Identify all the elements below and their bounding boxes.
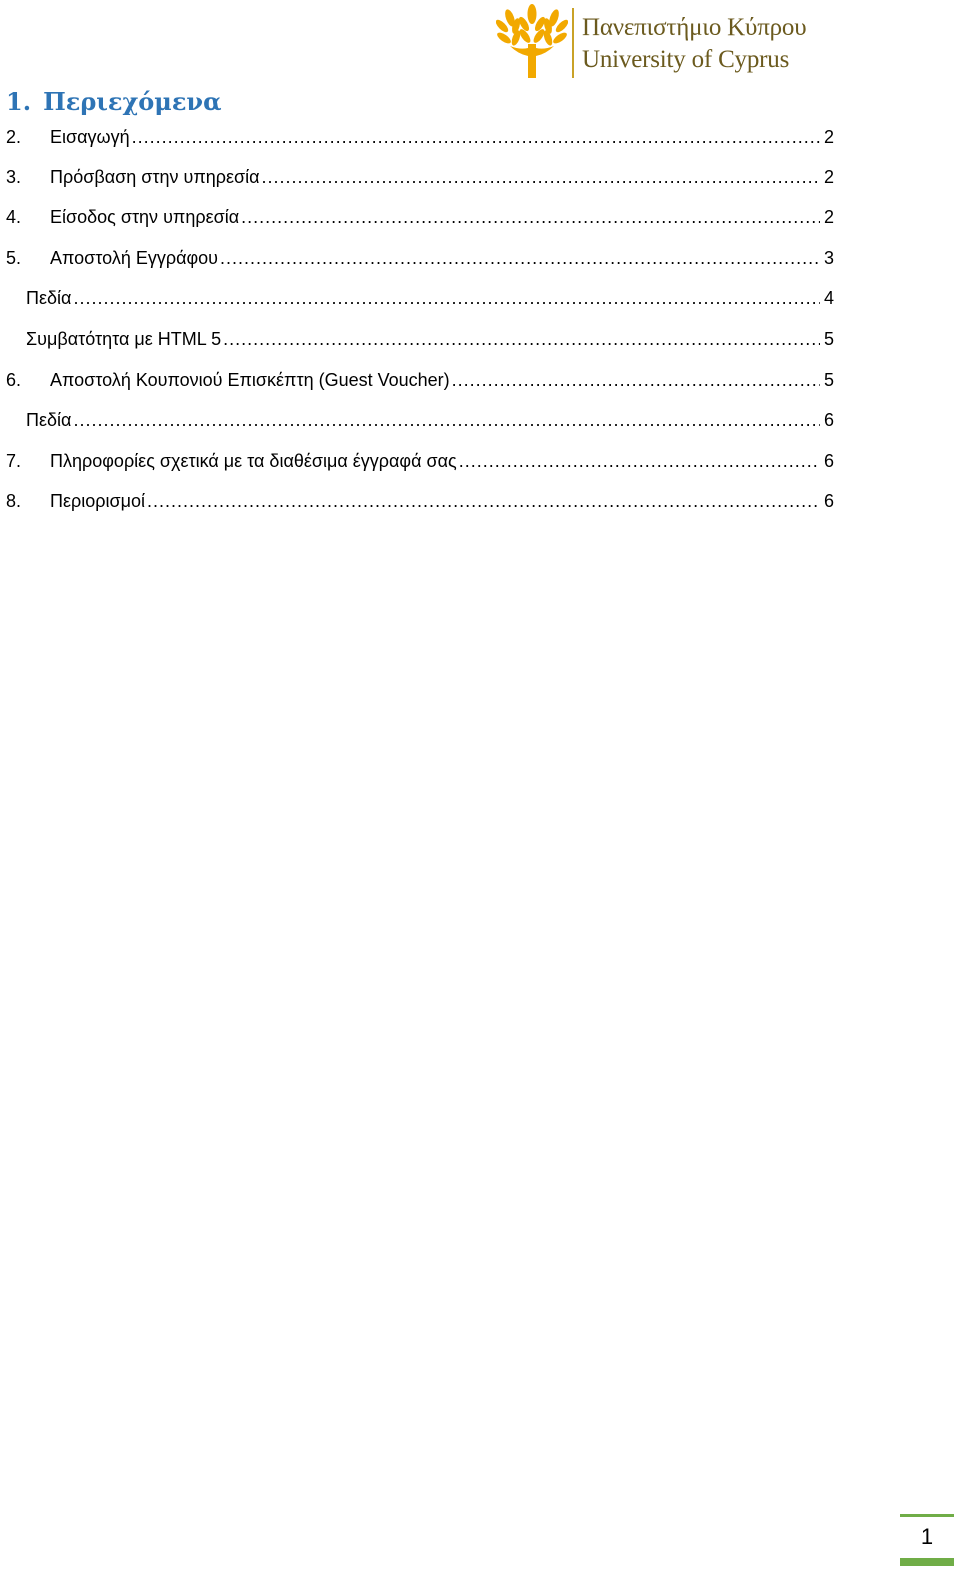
toc-leader <box>223 329 820 350</box>
toc-entry-label: Πεδία <box>26 409 72 430</box>
toc-subentry[interactable] <box>26 402 834 438</box>
page-number-rule-bottom <box>900 1558 954 1566</box>
toc-entry-number: 8. <box>6 490 22 511</box>
toc-entry[interactable] <box>6 159 834 195</box>
toc-entry[interactable] <box>6 119 834 155</box>
toc-leader <box>73 410 820 431</box>
toc-subentry[interactable] <box>26 280 834 316</box>
toc-entry[interactable] <box>6 362 834 398</box>
toc-entry-number: 2. <box>6 126 22 147</box>
page-number: 1 <box>920 1524 934 1549</box>
toc-entry-label: Αποστολή Εγγράφου <box>50 247 219 268</box>
toc-leader <box>452 370 820 391</box>
toc-heading-number: 1. <box>6 87 32 116</box>
university-logo <box>496 4 838 84</box>
toc-entry-page: 3 <box>823 247 834 268</box>
toc-entry[interactable] <box>6 483 834 519</box>
toc-entry-page: 6 <box>823 450 834 471</box>
tree-emblem-icon <box>496 4 568 80</box>
toc-leader <box>132 127 820 148</box>
toc-entry-number: 6. <box>6 369 22 390</box>
toc-entry[interactable] <box>6 199 834 235</box>
toc-subentry[interactable] <box>26 321 834 357</box>
logo-name-english: University of Cyprus <box>582 46 790 73</box>
toc-entry-label: Περιορισμοί <box>50 490 146 511</box>
toc-entry-label: Εισαγωγή <box>50 126 130 147</box>
toc-heading-text: Περιεχόμενα <box>43 87 222 116</box>
toc-entry-label: Πρόσβαση στην υπηρεσία <box>50 166 260 187</box>
toc-entry-number: 4. <box>6 206 22 227</box>
toc-entry-label: Είσοδος στην υπηρεσία <box>50 206 240 227</box>
toc-leader <box>73 288 820 309</box>
toc-entry-label: Συμβατότητα με HTML 5 <box>26 328 222 349</box>
toc-entry-page: 6 <box>823 409 834 430</box>
page-number-rule-top <box>900 1514 954 1517</box>
toc-leader <box>459 451 820 472</box>
logo-name-greek: Πανεπιστήμιο Κύπρου <box>582 14 807 41</box>
logo-text <box>582 12 806 76</box>
toc-entry-page: 6 <box>823 490 834 511</box>
toc-heading <box>6 86 222 118</box>
toc-entry-label: Πεδία <box>26 287 72 308</box>
toc-entry-page: 2 <box>823 126 834 147</box>
toc-leader <box>262 167 820 188</box>
toc-entry-label: Αποστολή Κουπονιού Επισκέπτη (Guest Voucher) <box>50 369 450 390</box>
logo-divider <box>572 8 574 78</box>
toc-entry-page: 5 <box>823 328 834 349</box>
toc-entry-page: 2 <box>823 206 834 227</box>
toc-entry-page: 5 <box>823 369 834 390</box>
toc-entry-number: 7. <box>6 450 22 471</box>
toc-leader <box>241 207 820 228</box>
toc-entry[interactable] <box>6 240 834 276</box>
toc-leader <box>147 491 820 512</box>
page-number-block <box>900 1514 954 1570</box>
toc-entry-page: 2 <box>823 166 834 187</box>
toc-leader <box>220 248 820 269</box>
toc-entry-label: Πληροφορίες σχετικά με τα διαθέσιμα έγγραφά σας <box>50 450 457 471</box>
toc-entry[interactable] <box>6 443 834 479</box>
toc-entry-page: 4 <box>823 287 834 308</box>
toc-entry-number: 3. <box>6 166 22 187</box>
toc-entry-number: 5. <box>6 247 22 268</box>
